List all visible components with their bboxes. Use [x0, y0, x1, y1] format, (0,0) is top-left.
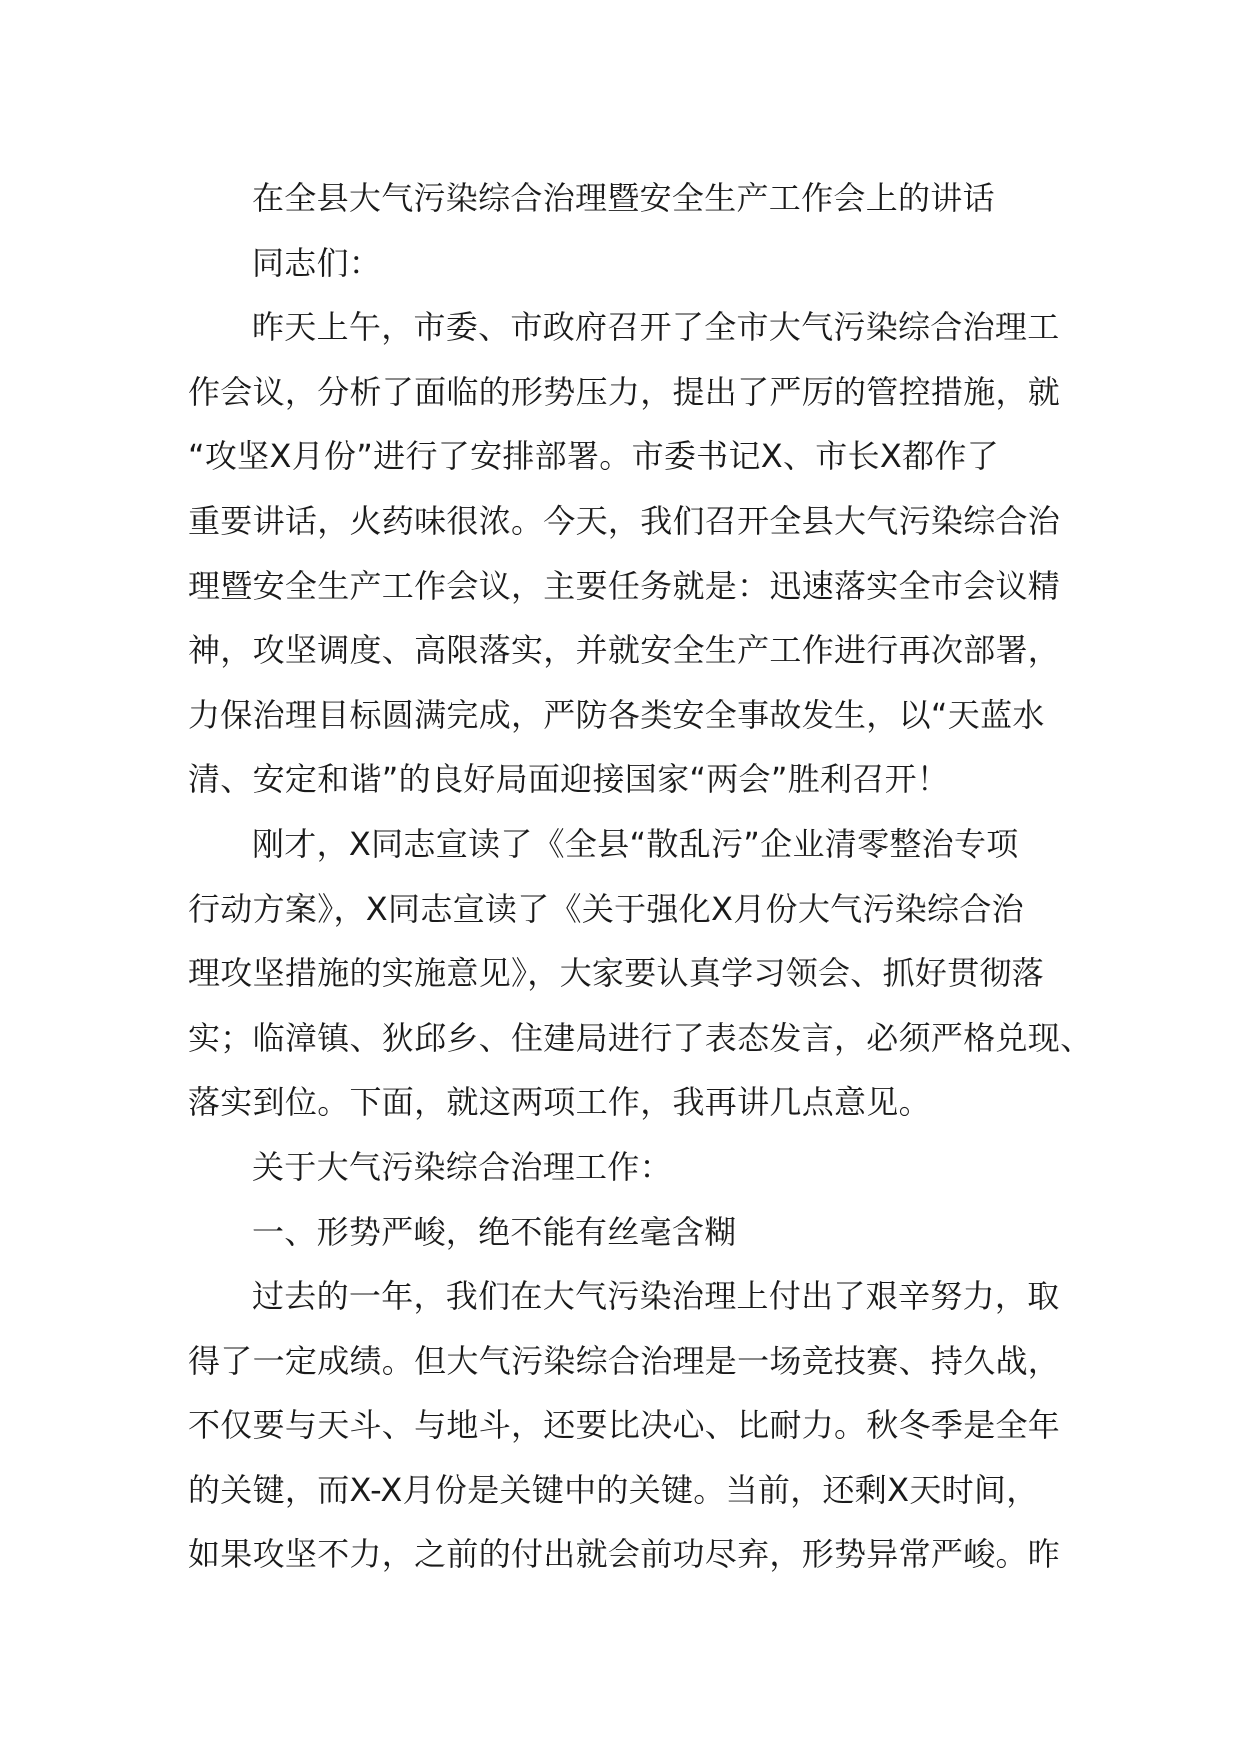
paragraph-line: 昨天上午，市委、市政府召开了全市大气污染综合治理工: [252, 308, 1060, 347]
paragraph-line: 的关键，而X-X月份是关键中的关键。当前，还剩X天时间，: [188, 1470, 1039, 1509]
paragraph-line: 神，攻坚调度、高限落实，并就安全生产工作进行再次部署，: [188, 631, 1061, 670]
paragraph-line: 得了一定成绩。但大气污染综合治理是一场竞技赛、持久战，: [188, 1341, 1061, 1380]
paragraph-line: 理暨安全生产工作会议，主要任务就是：迅速落实全市会议精: [188, 566, 1061, 605]
paragraph-line: 刚才，X同志宣读了《全县“散乱污”企业清零整治专项: [252, 824, 1019, 863]
paragraph-line: “攻坚X月份”进行了安排部署。市委书记X、市长X都作了: [188, 437, 1000, 476]
paragraph-line: 重要讲话，火药味很浓。今天，我们召开全县大气污染综合治: [188, 501, 1061, 540]
paragraph-line: 落实到位。下面，就这两项工作，我再讲几点意见。: [188, 1083, 931, 1122]
paragraph-line: 力保治理目标圆满完成，严防各类安全事故发生，以“天蓝水: [188, 695, 1045, 734]
paragraph-line: 实；临漳镇、狄邱乡、住建局进行了表态发言，必须严格兑现、: [188, 1018, 1093, 1057]
subsection-heading: 一、形势严峻，绝不能有丝毫含糊: [252, 1212, 737, 1251]
paragraph-line: 理攻坚措施的实施意见》，大家要认真学习领会、抓好贯彻落: [188, 954, 1045, 993]
paragraph-line: 不仅要与天斗、与地斗，还要比决心、比耐力。秋冬季是全年: [188, 1406, 1061, 1445]
salutation: 同志们：: [252, 243, 382, 282]
paragraph-line: 行动方案》，X同志宣读了《关于强化X月份大气污染综合治: [188, 889, 1024, 928]
paragraph-line: 作会议，分析了面临的形势压力，提出了严厉的管控措施，就: [188, 372, 1061, 411]
paragraph-line: 清、安定和谐”的良好局面迎接国家“两会”胜利召开！: [188, 760, 950, 799]
section-heading: 关于大气污染综合治理工作：: [252, 1147, 672, 1186]
document-title: 在全县大气污染综合治理暨安全生产工作会上的讲话: [252, 179, 995, 217]
paragraph-line: 过去的一年，我们在大气污染治理上付出了艰辛努力，取: [252, 1277, 1060, 1316]
paragraph-line: 如果攻坚不力，之前的付出就会前功尽弃，形势异常严峻。昨: [188, 1535, 1061, 1574]
document-body: [188, 166, 1093, 1587]
